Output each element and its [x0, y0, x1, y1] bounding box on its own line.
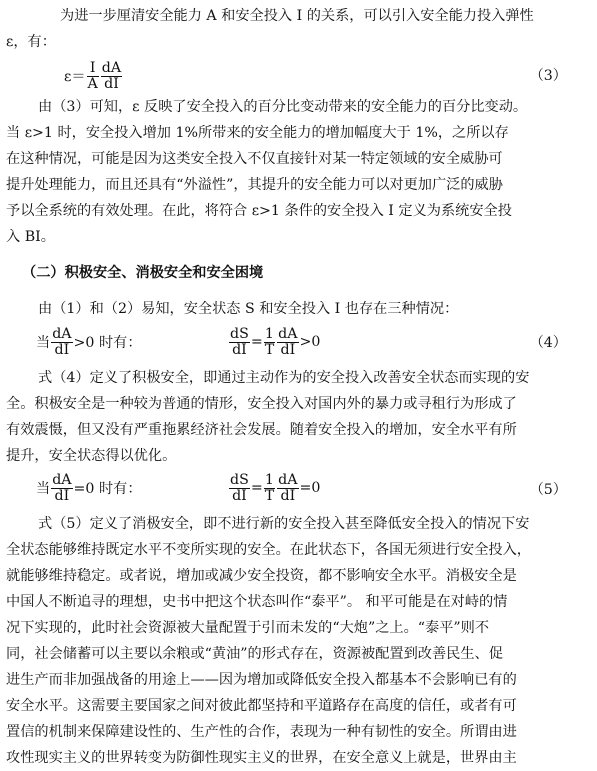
fraction: $\frac{dA}{dI}$ — [278, 471, 298, 504]
paragraph-line: 式（4）定义了积极安全，即通过主动作为的安全投入改善安全状态而实现的安 — [38, 370, 530, 386]
equation-4: $\frac{dS}{dI}$ = $\frac{1}{T}$ $\frac{dA}{dI}$ >0 — [230, 325, 321, 358]
paragraph-line: 进生产而非加强战备的用途上——因为增加或降低安全投入都基本不会影响已有的 — [6, 672, 517, 688]
fraction: $\frac{I}{A}$ — [87, 59, 98, 92]
fraction: $\frac{dA}{dI}$ — [52, 471, 72, 504]
paragraph-line: 式（5）定义了消极安全，即不进行新的安全投入甚至降低安全投入的情况下安 — [38, 516, 530, 532]
equation-number: （5） — [529, 482, 567, 498]
equation-number: （3） — [529, 68, 567, 84]
equation-4-condition: 当 $\frac{dA}{dI}$ >0 时有： — [36, 325, 142, 358]
paragraph-line: 入 BI。 — [6, 229, 55, 245]
fraction: $\frac{dA}{dI}$ — [101, 59, 122, 92]
paragraph-line: 全状态能够维持既定水平不变所实现的安全。在此状态下，各国无须进行安全投入， — [6, 542, 531, 558]
fraction: $\frac{1}{T}$ — [264, 325, 275, 358]
paragraph-line: 提升，安全状态得以优化。 — [6, 448, 177, 464]
equation-number: （4） — [529, 335, 567, 351]
paragraph-line: 安全水平。这需要主要国家之间对彼此都坚持和平道路存在高度的信任，或者有可 — [6, 698, 517, 714]
paragraph-line: 予以全系统的有效处理。在此，将符合 ε>1 条件的安全投入 I 定义为系统安全投 — [6, 203, 512, 219]
paragraph-line: 况下实现的，此时社会资源被大量配置于引而未发的“大炮”之上。“泰平”则不 — [6, 620, 490, 636]
paragraph-line: 提升处理能力，而且还具有“外溢性”，其提升的安全能力可以对更加广泛的威胁 — [6, 177, 503, 193]
fraction: $\frac{dS}{dI}$ — [230, 325, 249, 358]
paragraph-line: 为进一步厘清安全能力 A 和安全投入 I 的关系，可以引入安全能力投入弹性 — [60, 8, 534, 24]
paragraph-line: 由（1）和（2）易知，安全状态 S 和安全投入 I 也存在三种情况： — [38, 301, 459, 317]
paragraph-line: 有效震慑，但又没有严重拖累经济社会发展。随着安全投入的增加，安全水平有所 — [6, 422, 517, 438]
paragraph-line: 同，社会储蓄可以主要以余粮或“黄油”的形式存在，资源被配置到改善民生、促 — [6, 646, 503, 662]
paragraph-line: 中国人不断追寻的理想，史书中把这个状态叫作“泰平”。 和平可能是在对峙的情 — [6, 594, 508, 610]
paragraph-line: 在这种情况，可能是因为这类安全投入不仅直接针对某一特定领域的安全威胁可 — [6, 151, 503, 167]
paragraph-line: 全。积极安全是一种较为普通的情形，安全投入对国内外的暴力或寻租行为形成了 — [6, 396, 517, 412]
fraction: $\frac{dA}{dI}$ — [52, 325, 72, 358]
paragraph-line: 攻性现实主义的世界转变为防御性现实主义的世界，在安全意义上就是，世界由主 — [6, 750, 517, 766]
paragraph-line: 置信的机制来保障建设性的、生产性的合作，表现为一种有韧性的安全。所谓由进 — [6, 724, 517, 740]
fraction: $\frac{1}{T}$ — [264, 471, 275, 504]
section-heading: （二）积极安全、消极安全和安全困境 — [22, 265, 264, 281]
fraction: $\frac{dA}{dI}$ — [278, 325, 298, 358]
paragraph-line: 就能够维持稳定。或者说，增加或减少安全投资，都不影响安全水平。消极安全是 — [6, 568, 517, 584]
paragraph-line: ε，有： — [6, 34, 56, 50]
equation-5-condition: 当 $\frac{dA}{dI}$ =0 时有： — [36, 471, 142, 504]
paragraph-line: 由（3）可知，ε 反映了安全投入的百分比变动带来的安全能力的百分比变动。 — [38, 99, 528, 115]
equation-lhs: ε＝ — [64, 69, 86, 85]
fraction: $\frac{dS}{dI}$ — [230, 471, 249, 504]
equation-5: $\frac{dS}{dI}$ = $\frac{1}{T}$ $\frac{dA}{dI}$ =0 — [230, 471, 321, 504]
paragraph-line: 当 ε>1 时，安全投入增加 1%所带来的安全能力的增加幅度大于 1%，之所以存 — [6, 125, 509, 141]
equation-3 — [64, 58, 123, 94]
